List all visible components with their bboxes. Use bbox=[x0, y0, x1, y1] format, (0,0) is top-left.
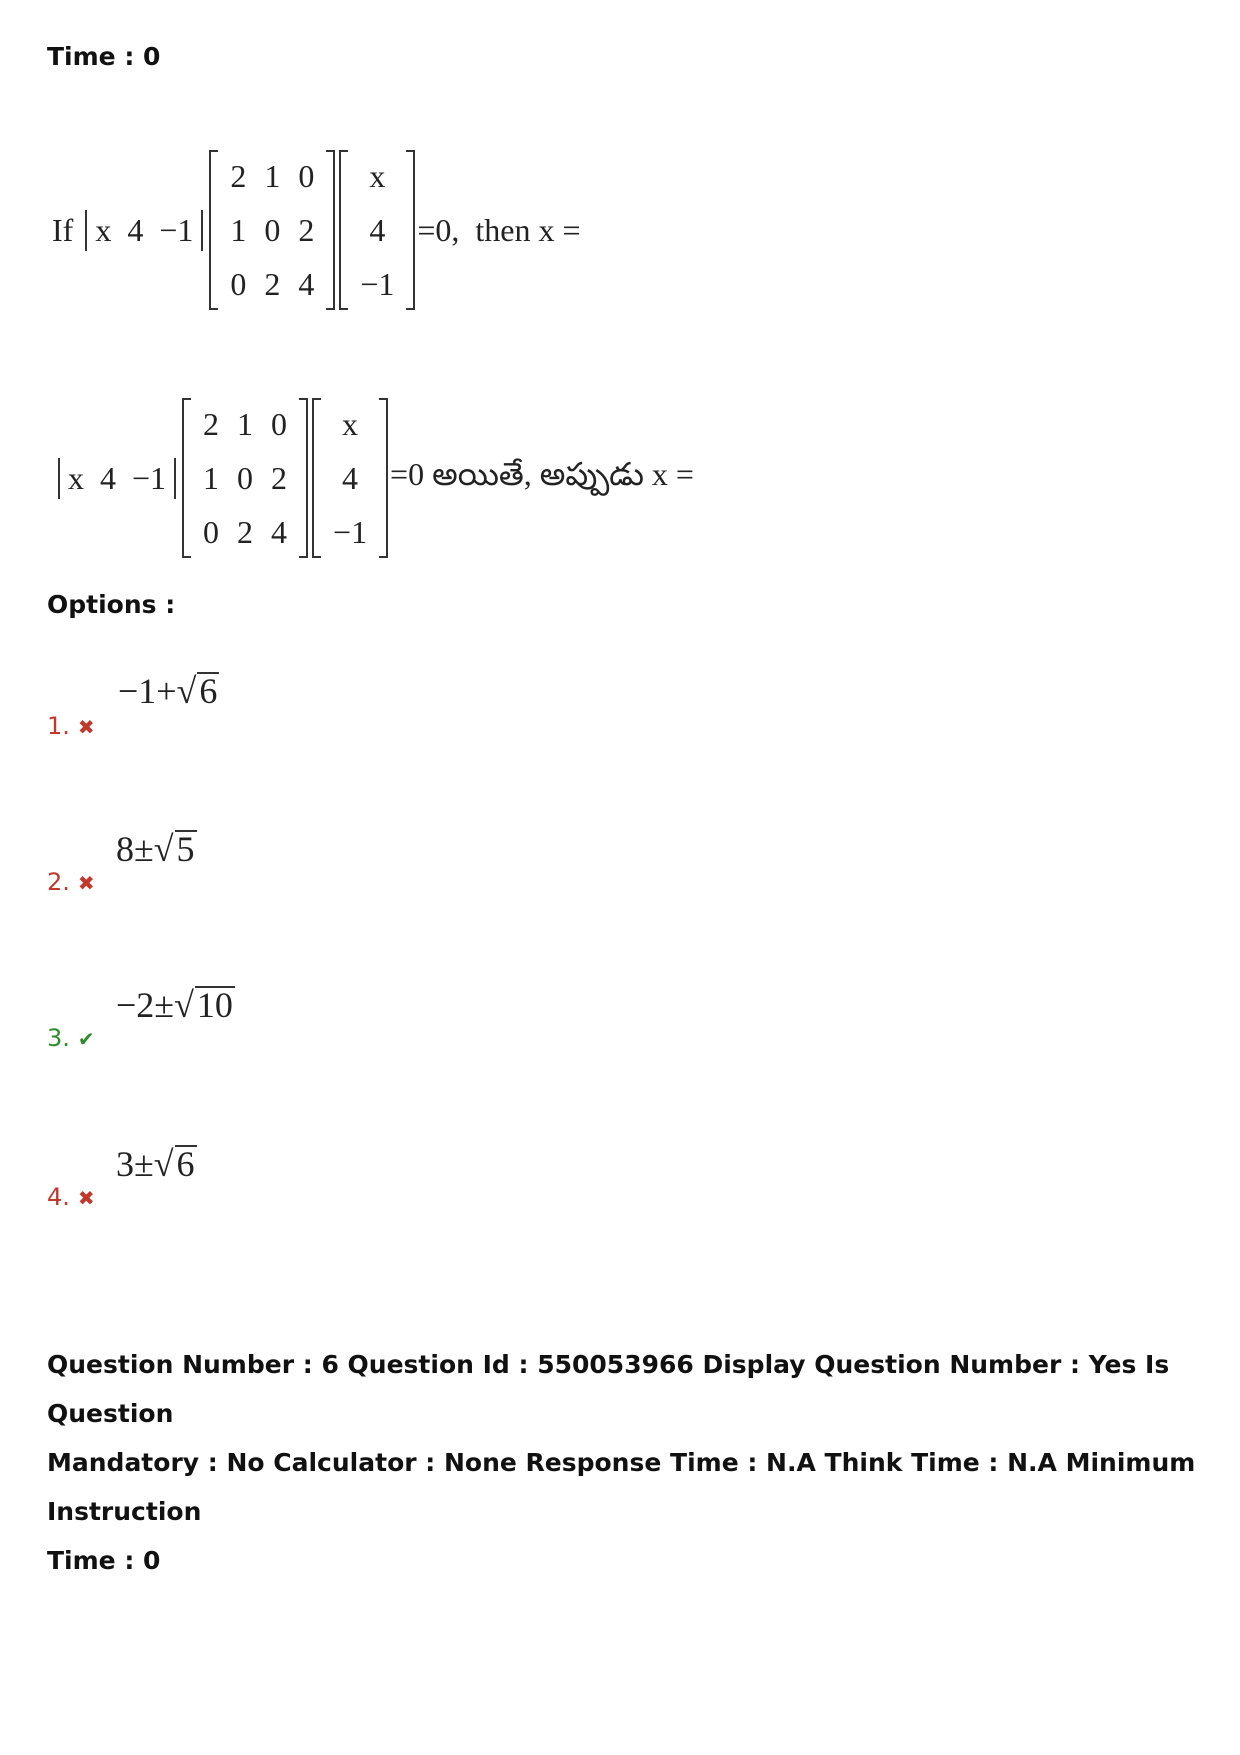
matrix-cell: 0 bbox=[230, 266, 247, 302]
matrix-cell: 1 bbox=[264, 158, 281, 194]
matrix-cell: 0 bbox=[203, 514, 220, 550]
option-2-number: 2. ✖ bbox=[47, 868, 95, 896]
matrix-cell: 0 bbox=[264, 212, 281, 248]
column-vector-entry: 4 bbox=[342, 460, 359, 496]
column-vector-entry: x bbox=[342, 406, 359, 442]
row-vector bbox=[85, 210, 203, 251]
matrix-cell: 2 bbox=[230, 158, 247, 194]
matrix-cell: 1 bbox=[230, 212, 247, 248]
checkmark-icon: ✔ bbox=[77, 1027, 95, 1051]
column-vector bbox=[312, 398, 388, 558]
column-vector bbox=[339, 150, 415, 310]
options-label: Options : bbox=[47, 590, 176, 619]
option-3-number: 3. ✔ bbox=[47, 1024, 95, 1052]
metadata-line: Mandatory : No Calculator : None Response Time : N.A Think Time : N.A Minimum Instruction bbox=[47, 1448, 1196, 1526]
row-vector-entry: 4 bbox=[100, 459, 116, 496]
row-vector bbox=[58, 458, 176, 499]
matrix-3x3 bbox=[182, 398, 308, 558]
column-vector-entry: 4 bbox=[369, 212, 386, 248]
equation-prefix: If bbox=[52, 211, 74, 248]
matrix-cell: 4 bbox=[298, 266, 315, 302]
option-3-value: −2±√10 bbox=[116, 985, 233, 1025]
metadata-line: Time : 0 bbox=[47, 1546, 161, 1575]
option-1-value: −1+√6 bbox=[118, 671, 218, 711]
row-vector-entry: 4 bbox=[127, 211, 144, 248]
matrix-cell: 1 bbox=[203, 460, 220, 496]
matrix-cell: 2 bbox=[298, 212, 315, 248]
matrix-3x3 bbox=[209, 150, 335, 310]
question-equation-telugu bbox=[54, 398, 694, 558]
row-vector-entry: x bbox=[95, 211, 112, 248]
radicand: 6 bbox=[199, 671, 218, 711]
column-vector-entry: −1 bbox=[333, 514, 368, 550]
column-vector-entry: −1 bbox=[360, 266, 395, 302]
cross-icon: ✖ bbox=[77, 871, 95, 895]
row-vector-entry: x bbox=[68, 459, 84, 496]
matrix-cell: 0 bbox=[237, 460, 254, 496]
equation-suffix: =0, then x = bbox=[417, 211, 581, 248]
cross-icon: ✖ bbox=[77, 1186, 95, 1210]
radicand: 6 bbox=[176, 1144, 195, 1184]
radicand: 10 bbox=[196, 985, 233, 1025]
matrix-cell: 1 bbox=[237, 406, 254, 442]
radicand: 5 bbox=[176, 829, 195, 869]
matrix-cell: 2 bbox=[264, 266, 281, 302]
time-label: Time : 0 bbox=[47, 42, 161, 71]
option-2-value: 8±√5 bbox=[116, 829, 195, 869]
matrix-cell: 2 bbox=[203, 406, 220, 442]
matrix-cell: 0 bbox=[271, 406, 288, 442]
option-1-number: 1. ✖ bbox=[47, 712, 95, 740]
question-metadata bbox=[47, 1340, 1207, 1585]
row-vector-entry: −1 bbox=[132, 459, 167, 496]
option-4-number: 4. ✖ bbox=[47, 1183, 95, 1211]
option-4-value: 3±√6 bbox=[116, 1144, 195, 1184]
matrix-cell: 2 bbox=[271, 460, 288, 496]
question-equation-english bbox=[52, 150, 581, 310]
equation-suffix-telugu: =0 అయితే, అప్పుడు x = bbox=[390, 455, 694, 492]
cross-icon: ✖ bbox=[77, 715, 95, 739]
matrix-cell: 4 bbox=[271, 514, 288, 550]
metadata-line: Question Number : 6 Question Id : 550053966 Display Question Number : Yes Is Question bbox=[47, 1350, 1170, 1428]
matrix-cell: 0 bbox=[298, 158, 315, 194]
row-vector-entry: −1 bbox=[159, 211, 194, 248]
matrix-cell: 2 bbox=[237, 514, 254, 550]
column-vector-entry: x bbox=[369, 158, 386, 194]
